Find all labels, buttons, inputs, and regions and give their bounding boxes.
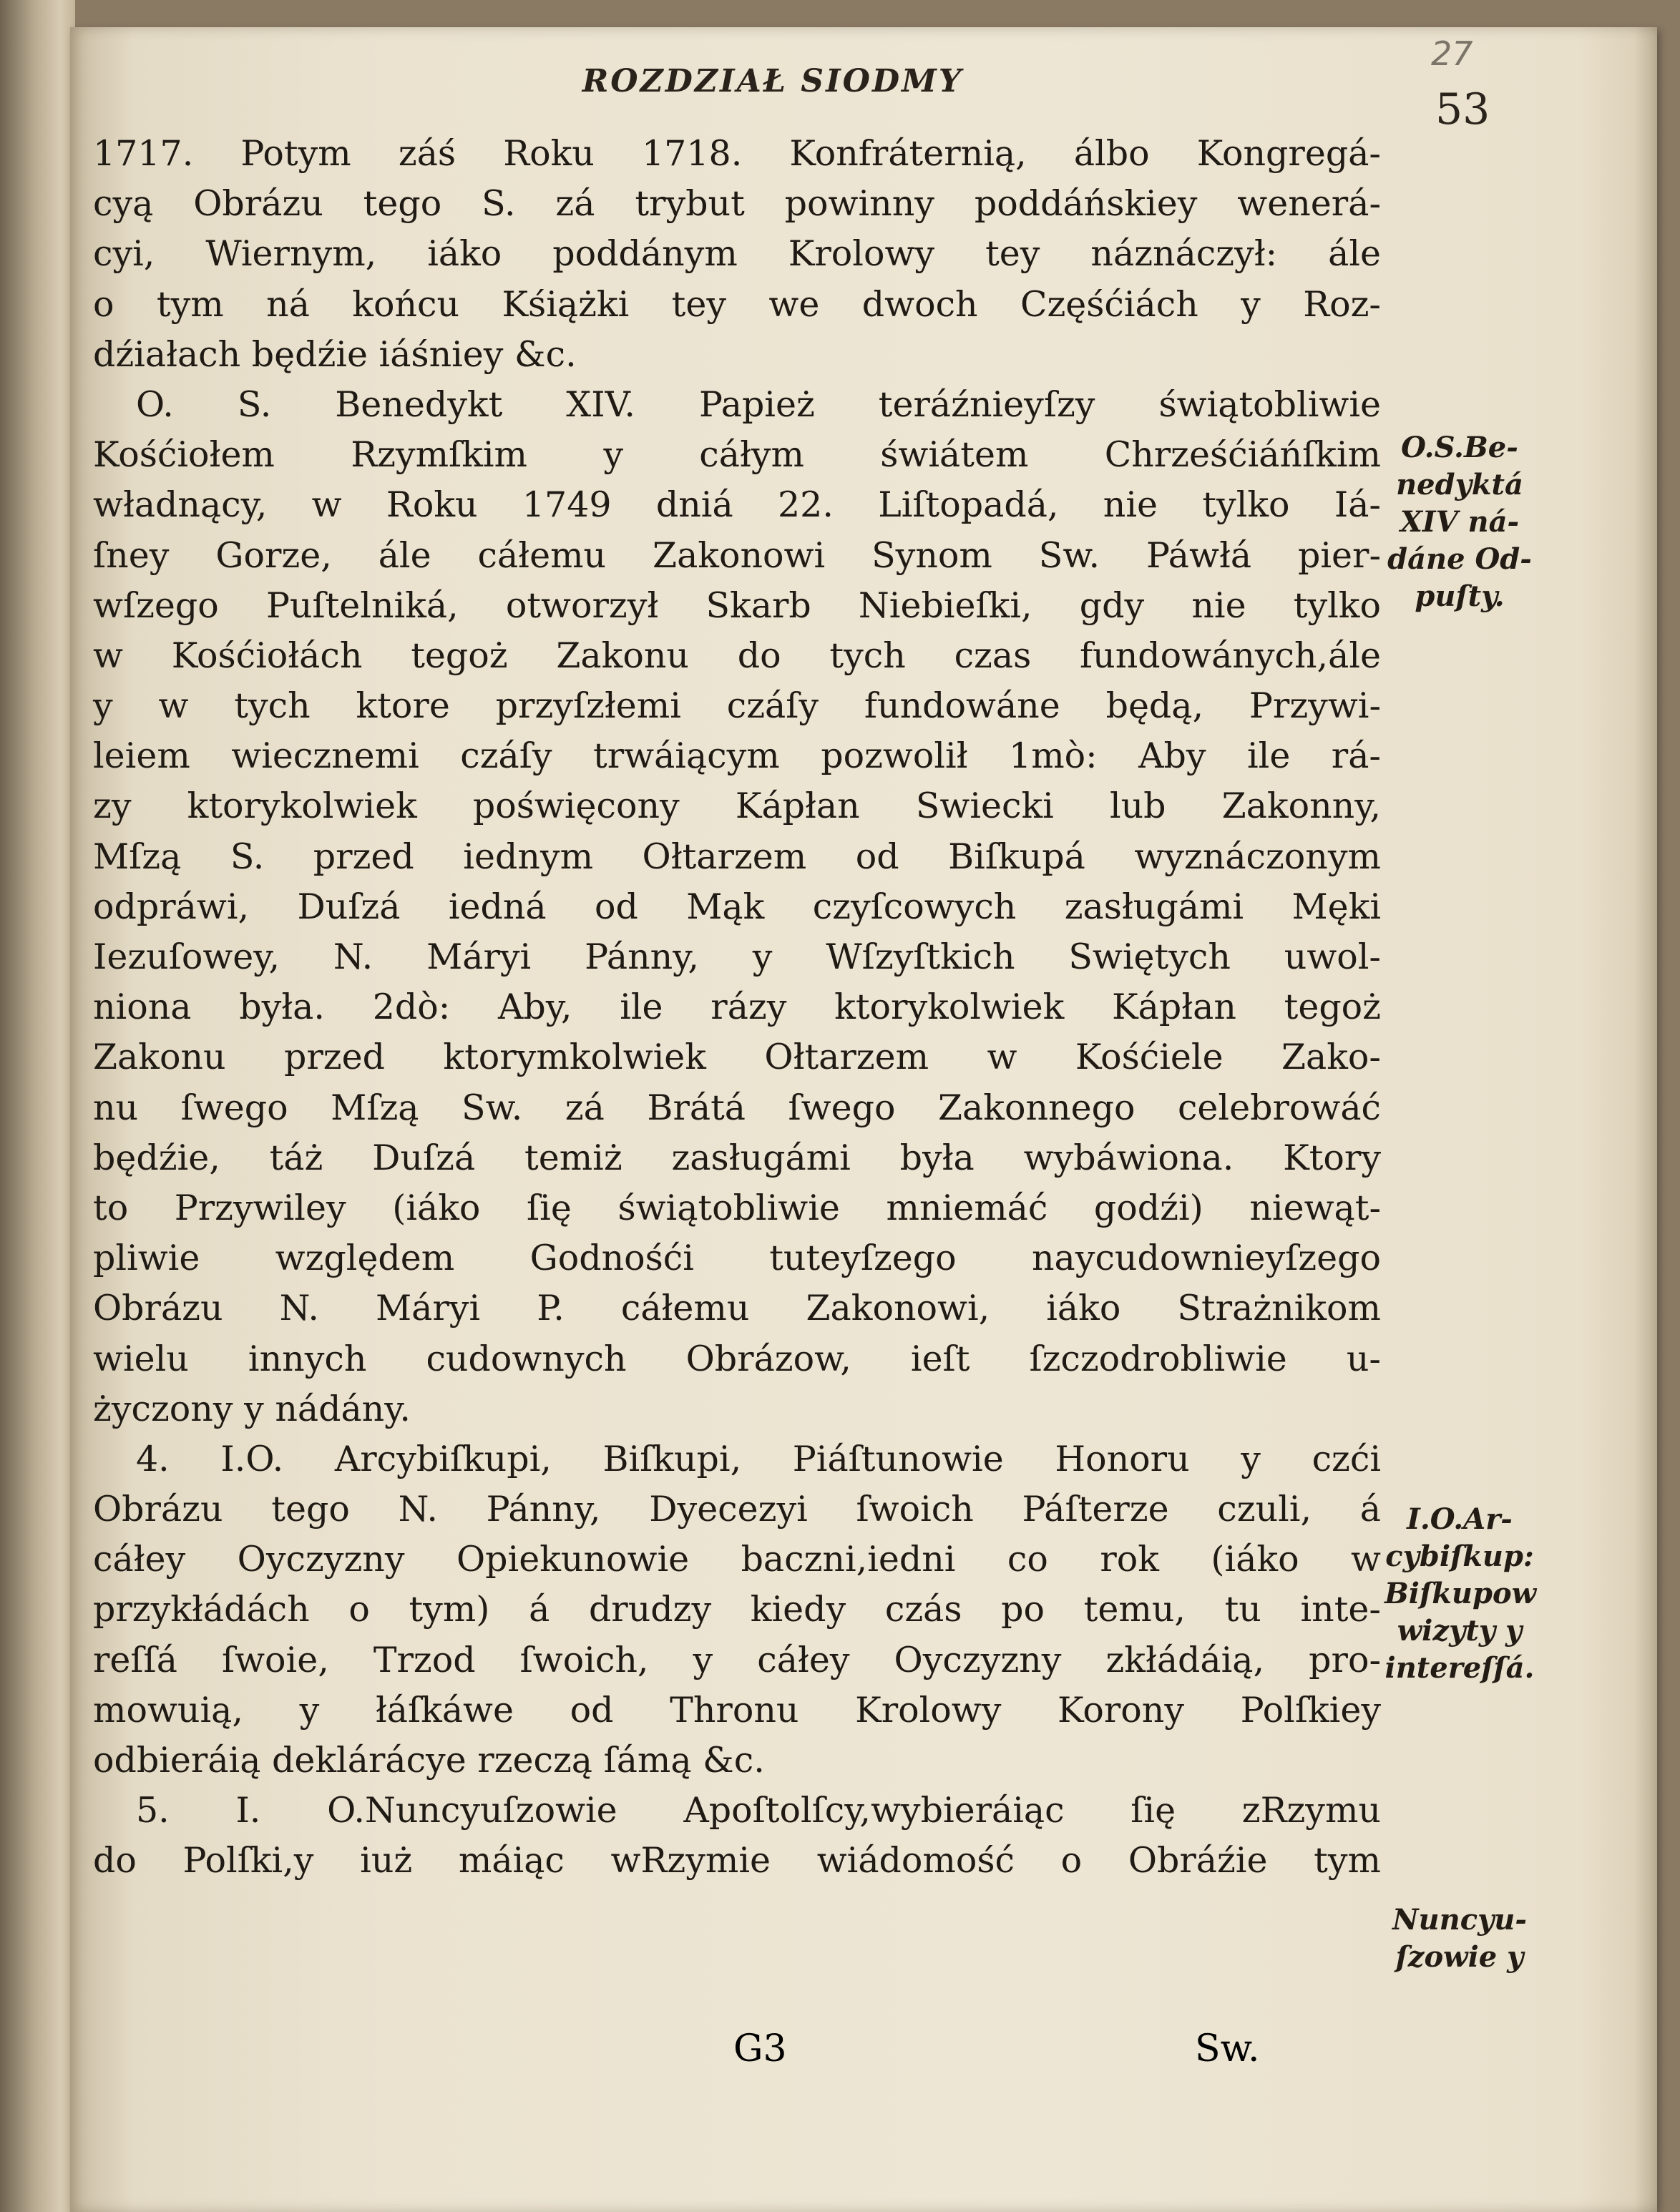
text-line: do Polſki,y iuż máiąc wRzymie wiádomość o Obráźie tym	[93, 1840, 1381, 1881]
text-line: ſney Gorze, ále cáłemu Zakonowi Synom Sw. Páwłá pier-	[93, 534, 1381, 576]
text-line: władnący, w Roku 1749 dniá 22. Liſtopadá, nie tylko Iá-	[93, 484, 1381, 526]
text-line: odpráwi, Duſzá iedná od Mąk czyſcowych zasługámi Męki	[93, 886, 1381, 927]
text-line: cyą Obrázu tego S. zá trybut powinny poddáńskiey wenerá-	[93, 183, 1381, 225]
text-line: życzony y nádány.	[93, 1388, 411, 1429]
text-line: Obrázu N. Máryi P. cáłemu Zakonowi, iáko Strażnikom	[93, 1288, 1381, 1329]
margin-note-line: Nuncyu-	[1392, 1903, 1527, 1937]
signature-mark: G3	[733, 2027, 787, 2070]
text-line: będźie, táż Duſzá temiż zasługámi była wybáwiona. Ktory	[93, 1137, 1381, 1178]
text-line: cáłey Oyczyzny Opiekunowie baczni,iedni co rok (iáko w	[93, 1539, 1381, 1580]
margin-note-line: wizyty y	[1397, 1614, 1523, 1648]
text-line: odbieráią deklárácye rzeczą ſámą &c.	[93, 1740, 765, 1781]
text-line: mowuią, y łáſkáwe od Thronu Krolowy Korony Polſkiey	[93, 1689, 1381, 1731]
text-line: nu ſwego Mſzą Sw. zá Brátá ſwego Zakonnego celebrowáć	[93, 1087, 1381, 1128]
margin-note-line: nedyktá	[1396, 468, 1523, 501]
margin-note-nuncios	[1384, 1902, 1535, 1976]
page-number: 53	[1435, 84, 1490, 134]
margin-note-line: XIV ná-	[1400, 505, 1520, 539]
margin-note-line: puſty.	[1415, 579, 1505, 613]
catchword: Sw.	[1195, 2027, 1260, 2070]
margin-note-line: O.S.Be-	[1401, 431, 1518, 464]
pencil-folio-note: 27	[1431, 34, 1473, 73]
margin-note-line: dáne Od-	[1387, 542, 1532, 576]
margin-note-benedict	[1384, 429, 1535, 615]
text-line: Kośćiołem Rzymſkim y cáłym świátem Chrześćiáńſkim	[93, 434, 1381, 476]
footer-line	[93, 2027, 1381, 2078]
text-line: niona była. 2dò: Aby, ile rázy ktorykolwiek Kápłan tegoż	[93, 987, 1381, 1028]
text-line: dźiałach będźie iáśniey &c.	[93, 333, 577, 375]
margin-note-line: Biſkupow	[1384, 1577, 1537, 1610]
margin-note-line: cybiſkup:	[1385, 1540, 1534, 1573]
text-line: to Przywiley (iáko ſię świątobliwie mniemáć godźi) niewąt-	[93, 1187, 1381, 1228]
margin-note-line: I.O.Ar-	[1407, 1502, 1513, 1536]
left-page-edge	[0, 0, 75, 2212]
text-line: 4. I.O. Arcybiſkupi, Biſkupi, Piáſtunowie Honoru y czći	[136, 1438, 1381, 1479]
text-line: pliwie względem Godnośći tuteyſzego naycudownieyſzego	[93, 1238, 1381, 1279]
text-line: o tym ná końcu Kśiążki tey we dwoch Częśćiách y Roz-	[93, 283, 1381, 325]
text-line: wielu innych cudownych Obrázow, ieſt ſzczodrobliwie u-	[93, 1338, 1381, 1379]
text-line: Iezuſowey, N. Máryi Pánny, y Wſzyſtkich Swiętych uwol-	[93, 936, 1381, 977]
text-line: Obrázu tego N. Pánny, Dyecezyi ſwoich Páſterze czuli, á	[93, 1489, 1381, 1530]
main-text-block	[93, 129, 1381, 1886]
margin-note-bishops	[1384, 1501, 1535, 1687]
margin-note-line: intereſſá.	[1384, 1651, 1535, 1685]
text-line: 5. I. O.Nuncyuſzowie Apoſtolſcy,wybieráiąc ſię zRzymu	[136, 1790, 1381, 1831]
text-line: leiem wiecznemi czáſy trwáiącym pozwolił 1mò: Aby ile rá-	[93, 735, 1381, 777]
text-line: Zakonu przed ktorymkolwiek Ołtarzem w Kośćiele Zako-	[93, 1037, 1381, 1078]
text-line: reſſá ſwoie, Trzod ſwoich, y cáłey Oyczyzny zkłádáią, pro-	[93, 1639, 1381, 1680]
text-line: w Kośćiołách tegoż Zakonu do tych czas fundowánych,ále	[93, 635, 1381, 676]
running-head: ROZDZIAŁ SIODMY	[582, 63, 964, 99]
text-line: cyi, Wiernym, iáko poddánym Krolowy tey náznáczył: ále	[93, 233, 1381, 275]
text-line: 1717. Potym záś Roku 1718. Konfráternią, álbo Kongregá-	[93, 133, 1381, 174]
page-edge-shadow	[1634, 27, 1657, 2212]
text-line: wſzego Puſtelniká, otworzył Skarb Niebieſki, gdy nie tylko	[93, 584, 1381, 626]
text-line: zy ktorykolwiek poświęcony Kápłan Swiecki lub Zakonny,	[93, 786, 1381, 827]
text-line: Mſzą S. przed iednym Ołtarzem od Biſkupá wyznáczonym	[93, 836, 1381, 877]
text-line: przykłádách o tym) á drudzy kiedy czás po temu, tu inte-	[93, 1589, 1381, 1630]
text-line: y w tych ktore przyſzłemi czáſy fundowáne będą, Przywi-	[93, 685, 1381, 727]
margin-note-line: ſzowie y	[1395, 1940, 1524, 1974]
text-line: O. S. Benedykt XIV. Papież teráźnieyſzy świątobliwie	[136, 383, 1381, 425]
